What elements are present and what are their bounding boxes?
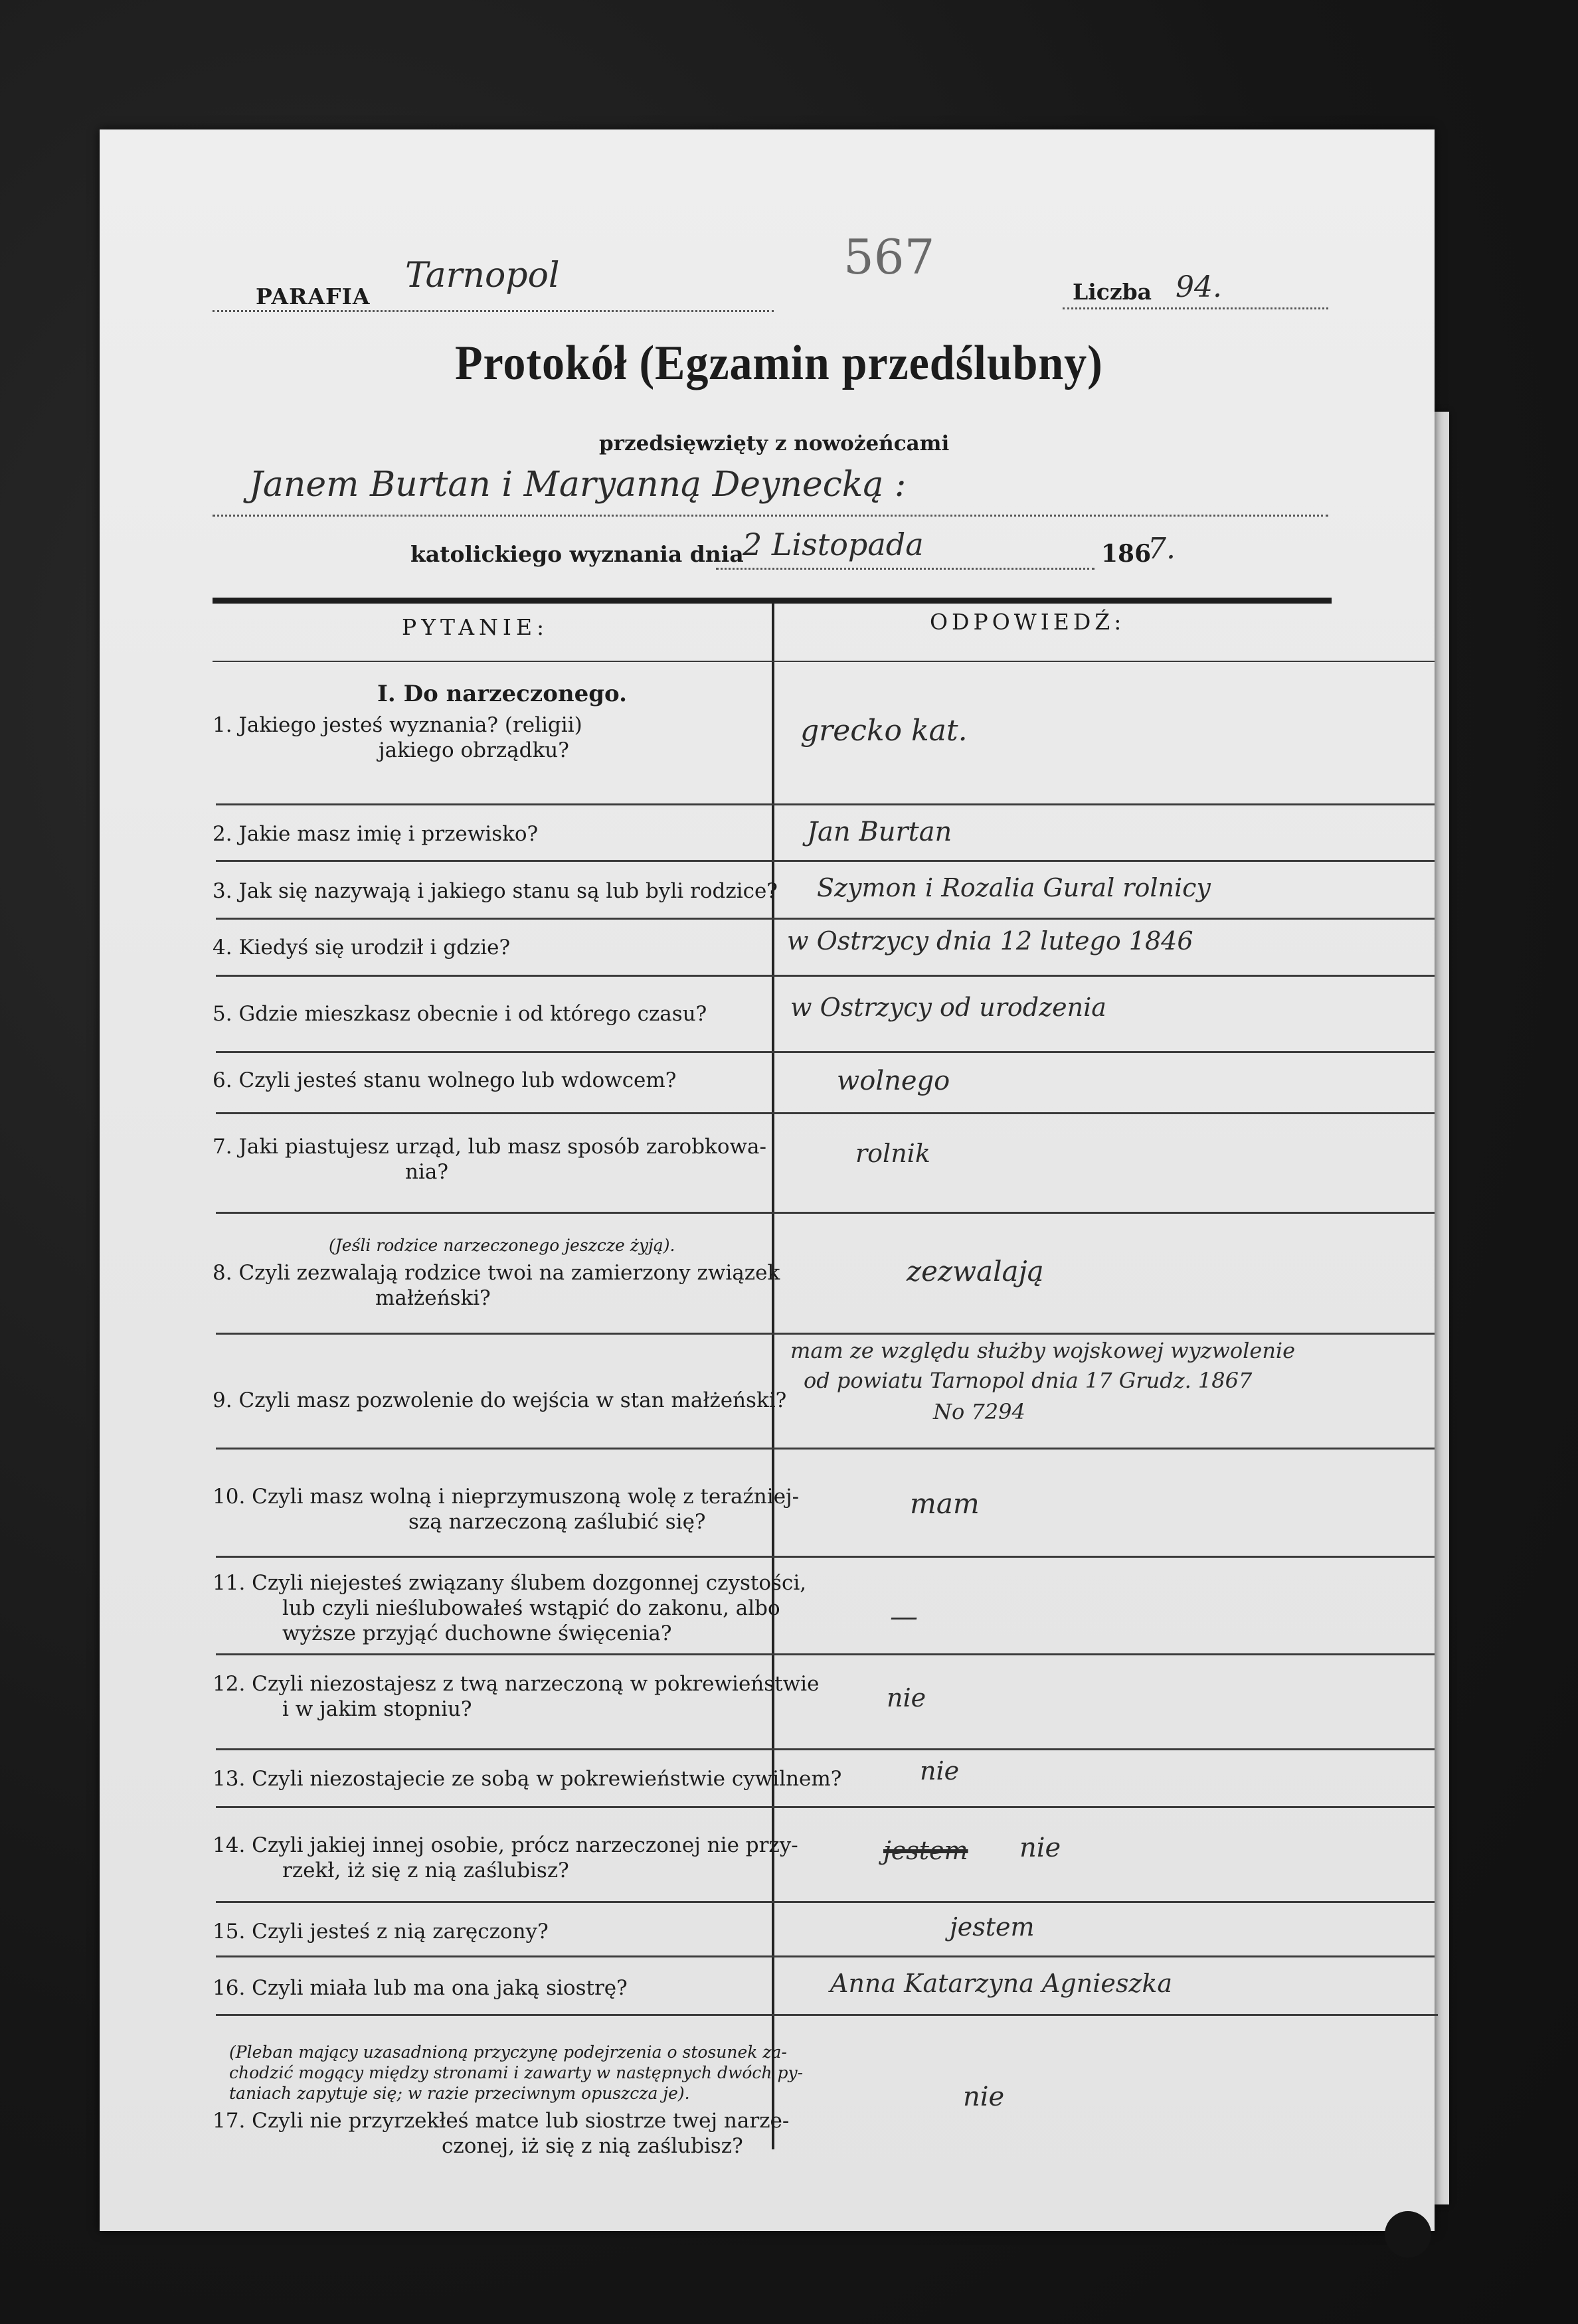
punch-hole	[1385, 2211, 1431, 2258]
question-6	[213, 1068, 676, 1093]
parafia-value: Tarnopol	[405, 256, 560, 295]
question-text: Czyli masz wolną i nieprzymuszoną wolę z teraźniej-	[252, 1485, 800, 1509]
question-number: 1.	[213, 713, 232, 737]
question-number: 4.	[213, 936, 232, 959]
header-bottom-rule	[213, 661, 1435, 662]
answer-4: w Ostrzycy dnia 12 lutego 1846	[787, 926, 1193, 955]
question-column-header: PYTANIE:	[402, 614, 549, 640]
answer-14-struck: jestem	[883, 1836, 968, 1865]
answer-10: mam	[910, 1487, 980, 1520]
row-rule	[216, 1333, 1435, 1335]
row-rule	[216, 1901, 1435, 1903]
answer-17: nie	[963, 2082, 1005, 2112]
question-text: Czyli jakiej innej osobie, prócz narzeczonej nie przy-	[252, 1833, 798, 1857]
answer-15: jestem	[950, 1912, 1035, 1942]
question-text: Czyli niezostajecie ze sobą w pokrewieństwie cywilnem?	[252, 1767, 842, 1791]
date-underline	[716, 568, 1095, 570]
question-number: 7.	[213, 1135, 232, 1159]
question-12	[213, 1671, 819, 1722]
question-number: 5.	[213, 1002, 232, 1026]
question-10	[213, 1484, 799, 1535]
question-11	[213, 1570, 806, 1646]
question-number: 13.	[213, 1767, 246, 1791]
question-number: 14.	[213, 1833, 246, 1857]
question-number: 10.	[213, 1485, 246, 1509]
row-rule	[216, 918, 1435, 920]
question-17-note	[229, 2042, 803, 2104]
document-title: Protokół (Egzamin przedślubny)	[455, 336, 1103, 390]
question-5	[213, 1001, 707, 1027]
question-14	[213, 1833, 798, 1883]
question-13	[213, 1766, 841, 1791]
question-number: 9.	[213, 1388, 232, 1412]
question-number: 8.	[213, 1261, 232, 1285]
answer-7: rolnik	[855, 1139, 930, 1168]
couple-names: Janem Burtan i Maryanną Deynecką :	[249, 465, 907, 505]
question-text: małżeński?	[375, 1286, 491, 1310]
row-rule	[216, 1806, 1435, 1808]
question-number: 2.	[213, 822, 232, 846]
question-8-note: (Jeśli rodzice narzeczonego jeszcze żyją).	[329, 1236, 675, 1255]
answer-12: nie	[887, 1683, 926, 1712]
parafia-label: PARAFIA	[256, 284, 371, 309]
row-rule	[216, 1448, 1435, 1450]
row-rule	[216, 1212, 1435, 1214]
question-text: Czyli jesteś z nią zaręczony?	[252, 1920, 549, 1944]
question-text: Czyli jesteś stanu wolnego lub wdowcem?	[238, 1068, 677, 1092]
question-text: Czyli niejesteś związany ślubem dozgonnej czystości,	[252, 1571, 807, 1595]
year-suffix: 7.	[1148, 532, 1176, 566]
liczba-label: Liczba	[1073, 279, 1152, 305]
note-line: chodzić mogący między stronami i zawarty w następnych dwóch py-	[229, 2063, 804, 2082]
answer-2: Jan Burtan	[807, 817, 952, 847]
note-line: taniach zapytuje się; w razie przeciwnym opuszcza je).	[229, 2084, 690, 2103]
document-sheet	[100, 129, 1435, 2231]
row-rule	[216, 1556, 1435, 1558]
section-heading: I. Do narzeczonego.	[377, 681, 627, 707]
question-number: 17.	[213, 2109, 246, 2133]
parafia-underline	[213, 310, 774, 312]
answer-9-line-2: od powiatu Tarnopol dnia 17 Grudz. 1867	[804, 1368, 1253, 1393]
answer-column-header: ODPOWIEDŹ:	[930, 609, 1126, 635]
question-number: 3.	[213, 879, 232, 903]
question-1	[213, 712, 582, 763]
answer-14: nie	[1019, 1833, 1061, 1863]
answer-9-line-1: mam ze względu służby wojskowej wyzwolenie	[790, 1338, 1296, 1363]
answer-9-line-3: No 7294	[933, 1399, 1025, 1424]
question-number: 6.	[213, 1068, 232, 1092]
note-line: (Pleban mający uzasadnioną przyczynę podejrzenia o stosunek za-	[229, 2042, 787, 2062]
answer-11: —	[890, 1600, 918, 1633]
question-15	[213, 1919, 549, 1944]
question-text: Jakiego jesteś wyznania? (religii)	[238, 713, 582, 737]
question-text: Czyli miała lub ma ona jaką siostrę?	[252, 1976, 628, 2000]
document-subtitle: przedsięwzięty z nowożeńcami	[599, 432, 950, 456]
question-text: i w jakim stopniu?	[282, 1697, 472, 1721]
question-text: jakiego obrządku?	[379, 738, 569, 762]
answer-5: w Ostrzycy od urodzenia	[790, 993, 1106, 1022]
answer-6: wolnego	[837, 1066, 950, 1096]
couple-underline	[213, 515, 1328, 517]
answer-3: Szymon i Rozalia Gural rolnicy	[817, 873, 1211, 902]
question-text: rzekł, iż się z nią zaślubisz?	[282, 1859, 569, 1882]
question-text: Jakie masz imię i przewisko?	[238, 822, 539, 846]
question-text: Czyli masz pozwolenie do wejścia w stan małżeński?	[238, 1388, 787, 1412]
row-rule	[216, 860, 1435, 862]
question-16	[213, 1975, 628, 2001]
row-rule	[216, 1653, 1435, 1655]
row-rule	[216, 803, 1435, 805]
row-rule	[216, 1748, 1435, 1750]
answer-13: nie	[920, 1756, 960, 1785]
question-text: wyższe przyjąć duchowne święcenia?	[282, 1621, 672, 1645]
date-prefix: katolickiego wyznania dnia	[410, 541, 744, 567]
question-7	[213, 1134, 766, 1185]
question-text: Czyli zezwalają rodzice twoi na zamierzony związek	[238, 1261, 780, 1285]
question-9	[213, 1388, 786, 1413]
row-rule	[216, 1051, 1435, 1053]
question-text: Jak się nazywają i jakiego stanu są lub byli rodzice?	[238, 879, 778, 903]
question-17	[213, 2108, 789, 2159]
row-rule	[216, 975, 1435, 977]
column-divider	[772, 602, 774, 2149]
question-number: 16.	[213, 1976, 246, 2000]
liczba-value: 94.	[1176, 270, 1222, 304]
row-rule	[216, 2014, 1438, 2016]
answer-1: grecko kat.	[800, 714, 968, 748]
question-text: Kiedyś się urodził i gdzie?	[238, 936, 511, 959]
liczba-underline	[1063, 307, 1328, 309]
year-prefix: 186	[1101, 540, 1152, 568]
question-text: Jaki piastujesz urząd, lub masz sposób zarobkowa-	[238, 1135, 766, 1159]
row-rule	[216, 1955, 1435, 1957]
question-text: nia?	[405, 1160, 448, 1184]
question-2	[213, 821, 538, 847]
question-text: lub czyli nieślubowałeś wstąpić do zakonu, albo	[282, 1596, 780, 1620]
question-number: 11.	[213, 1571, 246, 1595]
question-4	[213, 935, 510, 960]
answer-8: zezwalają	[907, 1255, 1044, 1287]
question-number: 15.	[213, 1920, 246, 1944]
question-text: czonej, iż się z nią zaślubisz?	[442, 2134, 743, 2158]
date-value: 2 Listopada	[743, 527, 924, 562]
question-text: Czyli niezostajesz z twą narzeczoną w pokrewieństwie	[252, 1672, 820, 1696]
question-3	[213, 878, 778, 904]
question-text: Gdzie mieszkasz obecnie i od którego czasu?	[238, 1002, 707, 1026]
question-text: szą narzeczoną zaślubić się?	[408, 1510, 706, 1534]
row-rule	[216, 1112, 1435, 1114]
answer-16: Anna Katarzyna Agnieszka	[830, 1969, 1173, 1998]
question-text: Czyli nie przyrzekłeś matce lub siostrze twej narze-	[252, 2109, 790, 2133]
question-8	[213, 1260, 780, 1311]
question-number: 12.	[213, 1672, 246, 1696]
archive-number: 567	[843, 229, 935, 285]
